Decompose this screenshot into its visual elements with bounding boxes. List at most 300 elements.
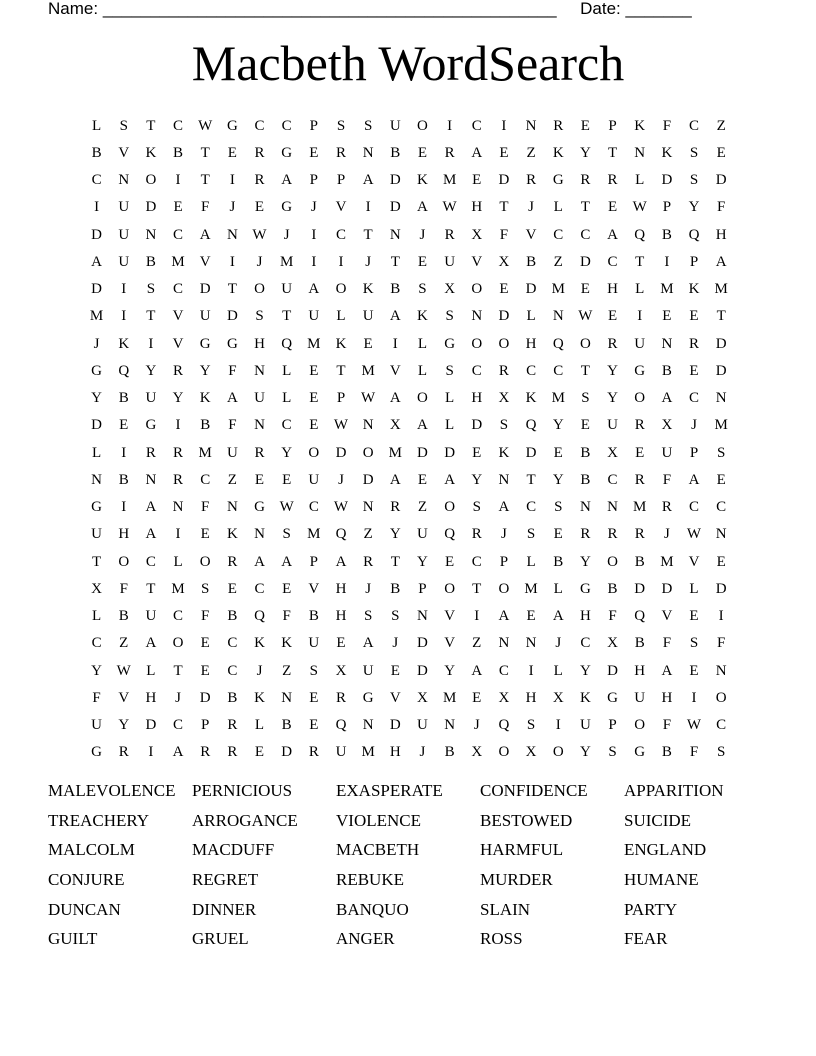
grid-letter: V — [118, 144, 130, 161]
grid-letter: O — [498, 744, 510, 761]
grid-letter: D — [145, 717, 157, 734]
grid-letter: Z — [282, 662, 292, 679]
grid-letter: S — [255, 308, 264, 325]
grid-letter: N — [661, 335, 673, 352]
grid-letter: U — [254, 390, 265, 407]
grid-letter: K — [145, 144, 157, 161]
grid-letter: I — [555, 717, 561, 734]
grid-letter: A — [362, 635, 374, 652]
grid-letter: F — [608, 608, 617, 625]
grid-row — [83, 712, 735, 739]
grid-letter: M — [551, 281, 565, 298]
grid-letter: C — [498, 662, 509, 679]
grid-letter: G — [607, 689, 618, 706]
grid-letter: I — [365, 199, 371, 216]
grid-letter: R — [173, 362, 184, 379]
name-label: Name: — [48, 0, 99, 18]
grid-letter: J — [365, 253, 372, 270]
grid-letter: H — [607, 281, 618, 298]
grid-letter: R — [580, 172, 591, 189]
grid-letter: B — [634, 635, 645, 652]
grid-letter: R — [254, 444, 265, 461]
grid-letter: O — [417, 390, 428, 407]
grid-letter: B — [634, 553, 645, 570]
grid-letter: N — [444, 717, 456, 734]
grid-letter: M — [442, 689, 457, 706]
grid-letter: S — [119, 117, 128, 134]
grid-letter: A — [145, 635, 157, 652]
grid-letter: T — [146, 117, 156, 134]
grid-letter: J — [419, 226, 426, 243]
grid-letter: X — [498, 390, 510, 407]
grid-letter: A — [226, 390, 238, 407]
grid-letter: G — [199, 335, 211, 352]
grid-letter: A — [281, 553, 293, 570]
grid-letter: E — [580, 281, 590, 298]
grid-letter: K — [417, 172, 428, 189]
grid-letter: L — [146, 662, 156, 679]
grid-letter: Q — [118, 362, 130, 379]
grid-letter: I — [447, 117, 453, 134]
grid-letter: Y — [607, 390, 618, 407]
grid-letter: R — [607, 335, 618, 352]
grid-letter: A — [254, 553, 265, 570]
grid-letter: U — [634, 689, 646, 706]
grid-letter: U — [661, 444, 673, 461]
grid-letter: S — [689, 635, 699, 652]
grid-letter: U — [118, 199, 130, 216]
grid-letter: K — [199, 390, 211, 407]
grid-letter: J — [365, 580, 372, 597]
grid-row — [83, 139, 735, 166]
grid-letter: B — [661, 226, 672, 243]
grid-letter: Q — [525, 417, 537, 434]
grid-letter: F — [717, 199, 726, 216]
grid-letter: G — [226, 335, 238, 352]
grid-letter: H — [335, 580, 347, 597]
grid-letter: C — [689, 499, 700, 516]
grid-letter: E — [254, 471, 265, 488]
grid-letter: U — [634, 335, 646, 352]
grid-letter: N — [471, 308, 483, 325]
grid-letter: T — [91, 553, 102, 570]
grid-letter: E — [662, 308, 672, 325]
grid-letter: R — [335, 689, 346, 706]
grid-letter: F — [662, 717, 672, 734]
grid-letter: M — [714, 417, 728, 434]
grid-letter: L — [445, 417, 455, 434]
grid-letter: O — [172, 635, 184, 652]
grid-letter: G — [281, 199, 293, 216]
grid-letter: O — [308, 444, 320, 461]
grid-letter: X — [91, 580, 102, 597]
grid-row — [83, 630, 735, 657]
grid-letter: D — [199, 689, 211, 706]
grid-letter: B — [661, 362, 672, 379]
grid-letter: K — [254, 635, 265, 652]
grid-letter: M — [524, 580, 538, 597]
word-list-item: GUILT — [48, 929, 98, 949]
grid-letter: M — [280, 253, 294, 270]
grid-letter: R — [471, 526, 482, 543]
grid-letter: R — [607, 526, 618, 543]
grid-letter: S — [309, 662, 318, 679]
grid-letter: A — [281, 172, 293, 189]
grid-letter: G — [226, 117, 238, 134]
grid-letter: B — [227, 689, 238, 706]
grid-letter: C — [335, 226, 346, 243]
grid-letter: C — [173, 281, 184, 298]
grid-letter: O — [417, 117, 428, 134]
word-list-item: MALEVOLENCE — [48, 781, 176, 800]
grid-letter: R — [607, 172, 618, 189]
grid-letter: X — [661, 417, 673, 434]
grid-letter: N — [145, 471, 157, 488]
grid-letter: F — [201, 608, 210, 625]
grid-letter: D — [389, 717, 401, 734]
grid-letter: B — [444, 744, 455, 761]
grid-letter: C — [227, 635, 238, 652]
grid-letter: B — [390, 144, 401, 161]
grid-letter: N — [91, 471, 102, 488]
grid-letter: T — [227, 281, 237, 298]
grid-letter: X — [389, 417, 401, 434]
grid-letter: X — [471, 226, 483, 243]
grid-letter: A — [688, 471, 700, 488]
grid-letter: N — [607, 499, 618, 516]
grid-letter: X — [498, 253, 510, 270]
grid-row — [83, 357, 735, 384]
grid-letter: H — [471, 199, 483, 216]
grid-letter: D — [199, 281, 211, 298]
grid-letter: K — [118, 335, 130, 352]
grid-letter: T — [363, 226, 373, 243]
grid-letter: P — [608, 717, 617, 734]
grid-letter: I — [311, 226, 317, 243]
grid-letter: D — [607, 662, 618, 679]
grid-letter: V — [444, 635, 456, 652]
grid-letter: P — [201, 717, 210, 734]
grid-letter: C — [471, 553, 482, 570]
grid-row — [83, 521, 735, 548]
grid-letter: U — [145, 390, 157, 407]
grid-letter: I — [148, 335, 154, 352]
grid-letter: U — [607, 417, 618, 434]
grid-letter: Q — [444, 526, 456, 543]
grid-letter: W — [686, 526, 702, 543]
grid-letter: K — [498, 444, 510, 461]
grid-letter: N — [362, 717, 374, 734]
grid-letter: A — [471, 662, 483, 679]
word-list-item: SUICIDE — [624, 810, 692, 830]
word-list-item: MACBETH — [336, 840, 420, 860]
grid-letter: K — [281, 635, 293, 652]
grid-letter: E — [227, 144, 237, 161]
name-blank: ________________________________________________ — [102, 0, 557, 18]
grid-letter: U — [145, 608, 157, 625]
grid-letter: V — [118, 689, 130, 706]
grid-letter: R — [173, 471, 184, 488]
grid-letter: D — [498, 172, 510, 189]
grid-letter: H — [389, 744, 401, 761]
grid-letter: E — [254, 199, 265, 216]
grid-letter: C — [580, 635, 591, 652]
grid-letter: A — [199, 226, 211, 243]
grid-letter: C — [91, 172, 102, 189]
grid-letter: Q — [634, 226, 646, 243]
grid-letter: Q — [634, 608, 646, 625]
grid-letter: C — [281, 117, 292, 134]
grid-letter: B — [580, 444, 591, 461]
grid-letter: W — [361, 390, 376, 407]
grid-row — [83, 330, 735, 357]
grid-letter: Q — [335, 526, 347, 543]
grid-letter: R — [227, 744, 238, 761]
grid-letter: Y — [199, 362, 211, 379]
grid-letter: J — [93, 335, 100, 352]
word-list-item: REBUKE — [336, 870, 404, 890]
grid-row — [83, 657, 735, 684]
word-list-item: GRUEL — [192, 929, 249, 949]
grid-letter: L — [417, 335, 428, 352]
grid-letter: Z — [227, 471, 237, 488]
word-list-item: APPARITION — [624, 781, 724, 800]
grid-letter: H — [525, 689, 537, 706]
grid-letter: W — [198, 117, 213, 134]
date-blank: _______ — [625, 0, 692, 18]
grid-letter: Y — [607, 362, 618, 379]
grid-letter: A — [661, 662, 673, 679]
grid-letter: U — [389, 117, 401, 134]
grid-letter: J — [501, 526, 507, 543]
grid-letter: J — [229, 199, 236, 216]
grid-letter: L — [553, 580, 563, 597]
grid-letter: D — [417, 444, 428, 461]
grid-letter: I — [148, 744, 154, 761]
grid-letter: I — [175, 172, 181, 189]
grid-letter: D — [715, 362, 727, 379]
grid-letter: W — [333, 417, 349, 434]
grid-letter: I — [392, 335, 398, 352]
grid-letter: M — [89, 308, 104, 325]
grid-letter: W — [578, 308, 593, 325]
grid-letter: N — [498, 635, 510, 652]
grid-letter: C — [200, 471, 211, 488]
grid-letter: A — [91, 253, 102, 270]
grid-row — [83, 112, 735, 139]
grid-letter: D — [362, 471, 374, 488]
grid-letter: M — [307, 526, 321, 543]
grid-letter: N — [254, 362, 265, 379]
grid-letter: P — [309, 172, 318, 189]
grid-letter: B — [145, 253, 156, 270]
grid-letter: M — [660, 281, 674, 298]
grid-letter: K — [254, 689, 265, 706]
grid-letter: E — [309, 390, 319, 407]
grid-letter: C — [607, 471, 618, 488]
letter-grid — [83, 112, 735, 766]
grid-letter: G — [634, 362, 646, 379]
grid-letter: N — [145, 226, 157, 243]
grid-letter: C — [553, 362, 564, 379]
grid-letter: O — [552, 744, 564, 761]
grid-letter: M — [660, 553, 674, 570]
grid-letter: T — [607, 144, 618, 161]
grid-letter: W — [279, 499, 294, 516]
grid-letter: Y — [417, 553, 428, 570]
grid-letter: N — [254, 526, 265, 543]
grid-letter: S — [282, 526, 291, 543]
grid-letter: B — [390, 281, 401, 298]
grid-letter: L — [91, 444, 102, 461]
word-list-item: PARTY — [624, 899, 678, 919]
grid-letter: T — [716, 308, 726, 325]
grid-letter: P — [418, 580, 427, 597]
grid-letter: R — [227, 553, 238, 570]
word-list-item: CONJURE — [48, 870, 125, 890]
grid-letter: R — [661, 499, 672, 516]
grid-letter: D — [634, 580, 646, 597]
grid-letter: C — [173, 717, 184, 734]
grid-letter: Z — [526, 144, 536, 161]
grid-letter: H — [471, 390, 483, 407]
grid-letter: E — [472, 689, 482, 706]
grid-letter: P — [309, 553, 318, 570]
grid-letter: T — [472, 580, 482, 597]
grid-letter: I — [229, 172, 235, 189]
grid-letter: Y — [579, 662, 591, 679]
grid-letter: N — [417, 608, 428, 625]
grid-letter: V — [389, 689, 401, 706]
grid-letter: Q — [498, 717, 510, 734]
grid-letter: B — [227, 608, 238, 625]
grid-letter: H — [254, 335, 265, 352]
grid-letter: Q — [552, 335, 564, 352]
grid-letter: E — [553, 526, 563, 543]
grid-row — [83, 684, 735, 711]
grid-letter: G — [91, 362, 102, 379]
grid-letter: Y — [172, 390, 184, 407]
grid-letter: V — [444, 608, 456, 625]
grid-letter: J — [256, 662, 263, 679]
grid-letter: T — [580, 362, 590, 379]
grid-letter: E — [607, 308, 618, 325]
grid-letter: Q — [335, 717, 347, 734]
grid-row — [83, 221, 735, 248]
grid-letter: Y — [281, 444, 293, 461]
word-list-item: DUNCAN — [48, 899, 121, 919]
grid-letter: P — [336, 172, 346, 189]
grid-row — [83, 548, 735, 575]
grid-letter: U — [335, 744, 347, 761]
grid-letter: U — [91, 526, 102, 543]
grid-letter: Y — [444, 662, 456, 679]
grid-letter: N — [715, 390, 727, 407]
grid-letter: E — [336, 635, 346, 652]
grid-letter: D — [579, 253, 591, 270]
grid-letter: T — [635, 253, 645, 270]
grid-row — [83, 575, 735, 602]
grid-letter: H — [634, 662, 646, 679]
grid-letter: V — [525, 226, 537, 243]
grid-letter: N — [715, 526, 727, 543]
grid-letter: I — [94, 199, 100, 216]
grid-letter: T — [580, 199, 590, 216]
grid-letter: E — [309, 362, 319, 379]
grid-letter: O — [634, 717, 646, 734]
grid-letter: Y — [688, 199, 700, 216]
grid-letter: N — [634, 144, 646, 161]
grid-letter: T — [336, 362, 346, 379]
grid-letter: G — [634, 744, 646, 761]
grid-letter: E — [417, 144, 428, 161]
grid-letter: J — [691, 417, 697, 434]
grid-letter: S — [391, 608, 400, 625]
grid-letter: N — [389, 226, 401, 243]
grid-letter: T — [526, 471, 536, 488]
grid-letter: C — [173, 117, 184, 134]
grid-letter: D — [715, 172, 727, 189]
word-list-item: HARMFUL — [480, 840, 564, 860]
grid-letter: N — [226, 226, 238, 243]
grid-row — [83, 466, 735, 493]
grid-letter: L — [336, 308, 346, 325]
grid-letter: C — [145, 553, 156, 570]
grid-letter: F — [92, 689, 101, 706]
grid-letter: C — [716, 499, 727, 516]
grid-letter: C — [526, 362, 537, 379]
grid-letter: N — [498, 471, 510, 488]
grid-letter: V — [335, 199, 347, 216]
grid-letter: Y — [118, 717, 130, 734]
grid-letter: G — [281, 144, 293, 161]
grid-letter: V — [661, 608, 673, 625]
grid-letter: Y — [145, 362, 157, 379]
grid-letter: C — [308, 499, 319, 516]
grid-row — [83, 276, 735, 303]
grid-letter: G — [362, 689, 374, 706]
grid-letter: B — [308, 608, 319, 625]
grid-letter: A — [308, 281, 320, 298]
grid-letter: E — [309, 717, 319, 734]
grid-letter: X — [525, 744, 537, 761]
grid-letter: C — [607, 253, 618, 270]
grid-letter: H — [715, 226, 727, 243]
grid-letter: O — [335, 281, 347, 298]
grid-letter: N — [362, 499, 374, 516]
grid-letter: L — [689, 580, 699, 597]
grid-row — [83, 167, 735, 194]
grid-letter: A — [471, 144, 483, 161]
grid-letter: E — [580, 417, 590, 434]
grid-letter: V — [308, 580, 320, 597]
grid-letter: M — [442, 172, 457, 189]
grid-letter: E — [173, 199, 183, 216]
grid-letter: A — [417, 417, 428, 434]
grid-letter: C — [471, 117, 482, 134]
word-list-item: MURDER — [480, 870, 553, 890]
grid-letter: O — [715, 689, 727, 706]
grid-letter: D — [525, 444, 537, 461]
grid-letter: O — [145, 172, 157, 189]
grid-letter: N — [226, 499, 238, 516]
grid-letter: F — [201, 199, 210, 216]
grid-letter: U — [91, 717, 102, 734]
grid-letter: W — [333, 499, 349, 516]
grid-letter: R — [634, 526, 645, 543]
grid-letter: H — [661, 689, 673, 706]
grid-letter: D — [417, 635, 428, 652]
